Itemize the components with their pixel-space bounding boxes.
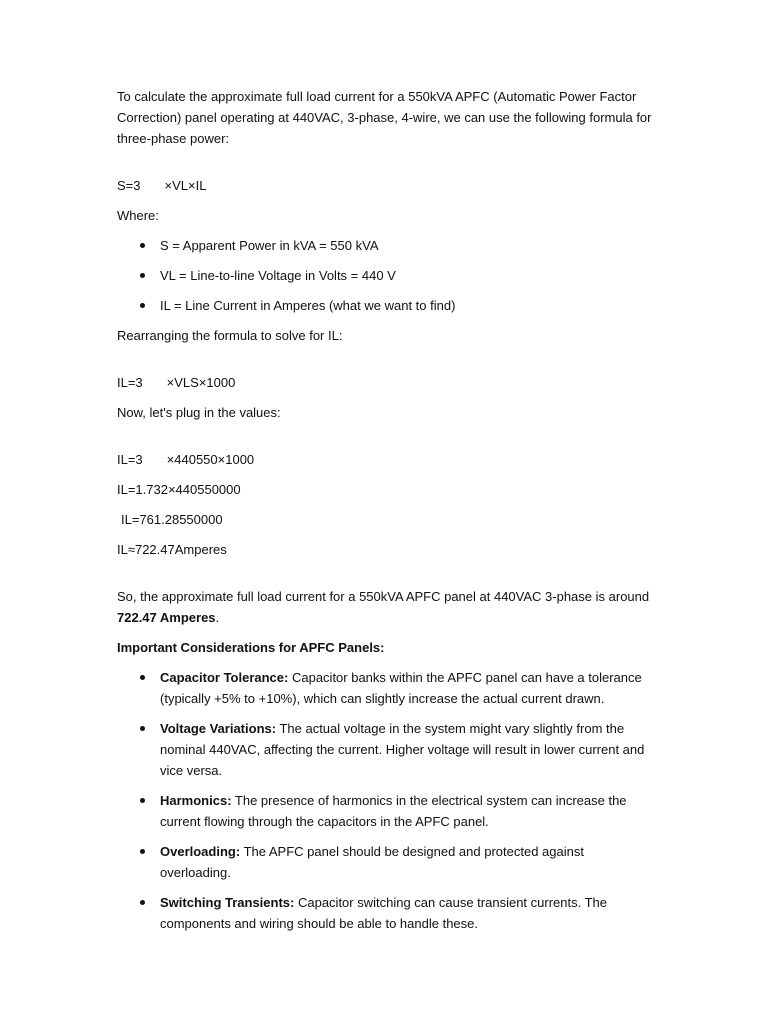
consideration-text: Capacitor switching can cause transient currents. The components and wiring should be able to handle these. (160, 895, 607, 931)
intro-paragraph: To calculate the approximate full load current for a 550kVA APFC (Automatic Power Factor Correction) panel operating at 440VAC, 3-phase, 4-wire, we can use the following formula for three-phase power: (117, 89, 652, 146)
consideration-title: Voltage Variations: (160, 721, 277, 736)
formula-apparent-power (117, 175, 657, 196)
document-page (117, 86, 657, 943)
consideration-item (160, 667, 657, 709)
calc-line-4: IL≈722.47Amperes (117, 542, 227, 557)
conclusion-end: . (215, 610, 220, 625)
conclusion-text: So, the approximate full load current for a 550kVA APFC panel at 440VAC 3-phase is around (117, 589, 650, 604)
consideration-text: Capacitor banks within the APFC panel can have a tolerance (typically +5% to +10%), which can slightly increase the actual current drawn. (160, 670, 642, 706)
consideration-title: Capacitor Tolerance: (160, 670, 289, 685)
calc-line-3: IL=761.28550000 (121, 512, 223, 527)
consideration-item (160, 790, 657, 832)
calc-left: IL=3 (117, 452, 143, 467)
calc-line-2: IL=1.732×440550000 (117, 482, 241, 497)
formula-right: ×VL×IL (164, 178, 207, 193)
consideration-title: Switching Transients: (160, 895, 295, 910)
consideration-title: Overloading: (160, 844, 241, 859)
consideration-text: The presence of harmonics in the electrical system can increase the current flowing through the capacitors in the APFC panel. (160, 793, 627, 829)
consideration-item (160, 841, 657, 883)
calc-line-1 (117, 449, 657, 470)
consideration-item (160, 892, 657, 934)
consideration-title: Harmonics: (160, 793, 232, 808)
consideration-text: The actual voltage in the system might vary slightly from the nominal 440VAC, affecting the current. Higher voltage will result in lower current and vice versa. (160, 721, 645, 778)
formula-left: IL=3 (117, 375, 143, 390)
formula-left: S=3 (117, 178, 141, 193)
definitions-list (117, 235, 657, 316)
considerations-heading-text: Important Considerations for APFC Panels: (117, 640, 385, 655)
plug-label: Now, let's plug in the values: (117, 405, 281, 420)
considerations-list (117, 667, 657, 934)
consideration-text: The APFC panel should be designed and protected against overloading. (160, 844, 584, 880)
definition-item: S = Apparent Power in kVA = 550 kVA (160, 235, 657, 256)
calc-right: ×440550×1000 (166, 452, 255, 467)
considerations-heading (117, 637, 657, 658)
conclusion-paragraph (117, 586, 657, 628)
where-label: Where: (117, 208, 159, 223)
definition-item: VL = Line-to-line Voltage in Volts = 440 V (160, 265, 657, 286)
rearrange-label: Rearranging the formula to solve for IL: (117, 328, 343, 343)
definition-item: IL = Line Current in Amperes (what we want to find) (160, 295, 657, 316)
formula-line-current (117, 372, 657, 393)
formula-right: ×VLS×1000 (166, 375, 236, 390)
consideration-item (160, 718, 657, 781)
conclusion-result: 722.47 Amperes (117, 610, 216, 625)
